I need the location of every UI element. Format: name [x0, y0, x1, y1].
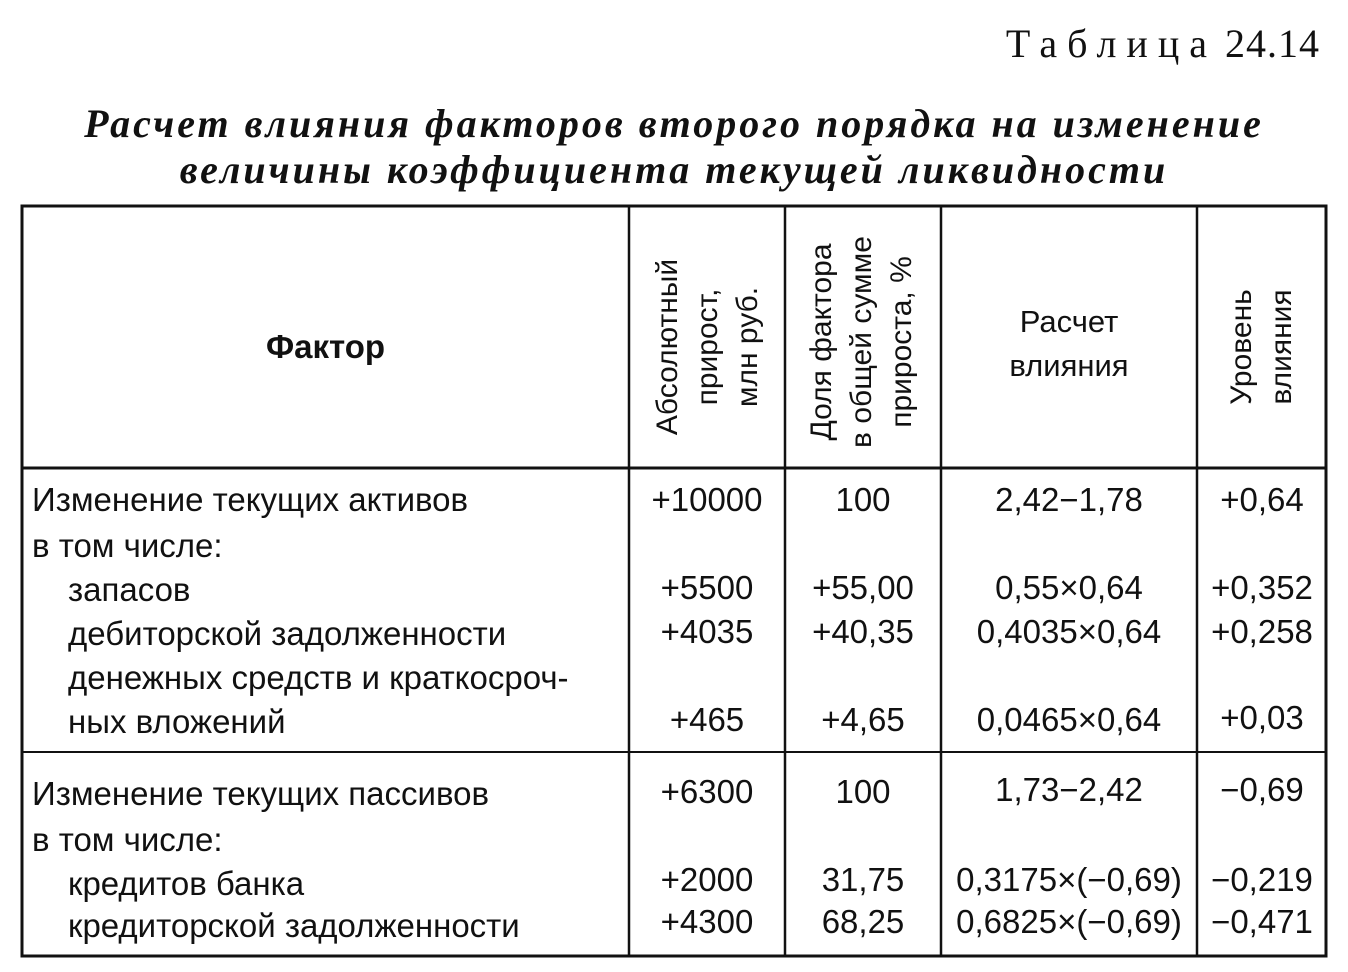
table-row-share: 31,75	[821, 861, 905, 898]
assets-total-level: +0,64	[1220, 481, 1304, 518]
table-row-calc: 0,4035×0,64	[976, 613, 1162, 650]
header-share-line-3: прироста, %	[885, 256, 918, 428]
table-label-word: Таблица	[1005, 21, 1217, 66]
table-row-level: +0,352	[1211, 569, 1313, 606]
header-abs-line-3: млн руб.	[731, 286, 764, 408]
header-level-line-2: влияния	[1265, 289, 1298, 405]
assets-total-calc: 2,42−1,78	[995, 481, 1143, 518]
table-title-line-1: Расчет влияния факторов второго порядка на изменение	[84, 101, 1264, 146]
table-number-label	[1006, 20, 1320, 67]
table-row-abs: +2000	[660, 861, 754, 898]
assets-subtitle: в том числе:	[32, 527, 223, 564]
table-row-abs: +4035	[660, 613, 754, 650]
header-level-line-1: Уровень	[1225, 289, 1258, 405]
table-row-calc: 0,55×0,64	[995, 569, 1143, 606]
table-label-number: 24.14	[1225, 21, 1320, 66]
table-row-label: дебиторской задолженности	[68, 615, 507, 652]
table-row-level: +0,03	[1220, 699, 1304, 736]
liabilities-total-share: 100	[835, 773, 891, 810]
table-row-calc: 0,0465×0,64	[976, 701, 1162, 738]
liabilities-subtitle: в том числе:	[32, 821, 223, 858]
header-influence-level	[1200, 252, 1324, 442]
liabilities-total-calc: 1,73−2,42	[995, 771, 1143, 808]
table-row-share: +4,65	[821, 701, 905, 738]
header-factor-share	[780, 207, 944, 477]
assets-title: Изменение текущих активов	[32, 481, 469, 518]
assets-total-abs: +10000	[651, 481, 763, 518]
table-row-calc: 0,3175×(−0,69)	[956, 861, 1182, 898]
table-row-level: +0,258	[1211, 613, 1313, 650]
table-title-line-2: величины коэффициента текущей ликвидности	[179, 147, 1169, 192]
header-calc-line-2: влияния	[1009, 348, 1129, 383]
assets-total-share: 100	[835, 481, 891, 518]
table-row-abs: +4300	[660, 903, 754, 940]
table-row-label: кредиторской задолженности	[68, 907, 520, 944]
header-calc-line-1: Расчет	[1019, 304, 1119, 339]
table-row-abs: +5500	[660, 569, 754, 606]
liabilities-total-abs: +6300	[660, 773, 754, 810]
table-row-label: запасов	[68, 571, 191, 608]
table-row-abs: +465	[669, 701, 745, 738]
header-factor: Фактор	[266, 328, 386, 365]
table-row-label-line-1: денежных средств и краткосроч-	[68, 659, 569, 696]
table-row-label-line-2: ных вложений	[68, 703, 286, 740]
table-row-share: +40,35	[812, 613, 914, 650]
header-abs-line-1: Абсолютный	[651, 258, 684, 436]
header-absolute-growth	[626, 227, 790, 467]
table-row-share: 68,25	[821, 903, 905, 940]
header-calculation	[942, 300, 1196, 388]
header-share-line-2: в общей сумме	[845, 236, 878, 448]
header-share-line-1: Доля фактора	[805, 243, 838, 441]
table-row-share: +55,00	[812, 569, 914, 606]
liabilities-title: Изменение текущих пассивов	[32, 775, 490, 812]
table-row-level: −0,471	[1211, 903, 1313, 940]
table-row-level: −0,219	[1211, 861, 1313, 898]
table-row-calc: 0,6825×(−0,69)	[956, 903, 1182, 940]
liabilities-total-level: −0,69	[1220, 771, 1304, 808]
table-row-label: кредитов банка	[68, 865, 305, 902]
header-abs-line-2: прирост,	[691, 288, 724, 406]
